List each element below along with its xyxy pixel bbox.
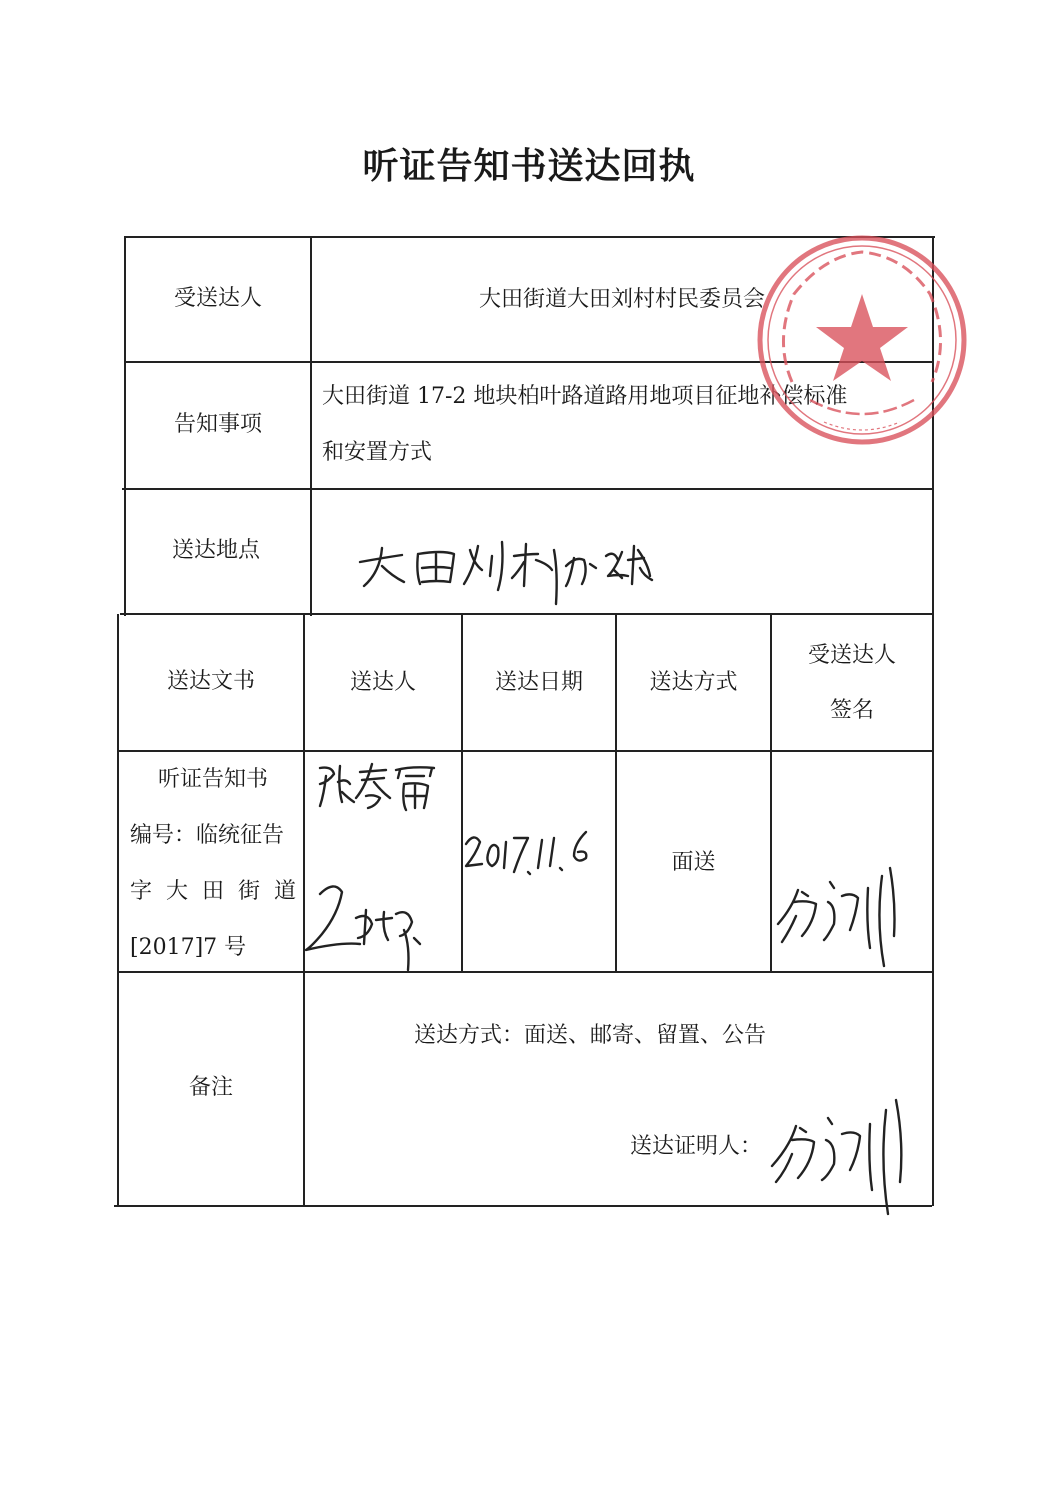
handwritten-place: [352, 520, 652, 600]
page-title: 听证告知书送达回执: [362, 146, 696, 187]
remarks-label: 备注: [188, 1075, 233, 1100]
document-number-line: 编号：临统征告: [130, 823, 285, 848]
column-header-method: 送达方式: [649, 670, 738, 695]
recipient-label: 受送达人: [173, 286, 262, 311]
deliverer-signature-2: [300, 874, 430, 984]
notice-value-line1: 大田街道 17-2 地块柏叶路道路用地项目征地补偿标准: [322, 384, 848, 409]
table-border-left-lower: [117, 614, 119, 1206]
remarks-methods-text: 送达方式：面送、邮寄、留置、公告: [414, 1023, 767, 1048]
column-header-document: 送达文书: [166, 669, 255, 694]
document-cell: [130, 752, 296, 976]
witness-signature: [764, 1092, 914, 1222]
deliverer-signature-1: [316, 758, 446, 818]
notice-value-line2: 和安置方式: [322, 440, 433, 465]
notice-label: 告知事项: [173, 412, 262, 437]
column-header-deliverer: 送达人: [349, 670, 416, 695]
handwritten-date: [462, 828, 602, 888]
row-divider-3: [120, 613, 932, 615]
column-divider-date: [615, 614, 617, 972]
recipient-signature: [772, 862, 902, 972]
method-value: 面送: [671, 850, 716, 875]
witness-label: 送达证明人：: [630, 1134, 763, 1159]
column-header-signature-line1: 受送达人: [807, 643, 896, 668]
document-issuer-line: 字 大 田 街 道: [130, 879, 296, 904]
document-year-line: [2017]7 号: [130, 935, 247, 960]
star-icon: [816, 294, 908, 381]
official-seal: [754, 232, 970, 448]
document-name: 听证告知书: [157, 767, 268, 792]
column-divider-deliverer: [461, 614, 463, 972]
column-header-date: 送达日期: [494, 670, 583, 695]
column-header-signature-line2: 签名: [829, 698, 874, 723]
row-divider-2: [122, 488, 934, 490]
recipient-value: 大田街道大田刘村村民委员会: [478, 287, 765, 312]
place-label: 送达地点: [171, 538, 260, 563]
